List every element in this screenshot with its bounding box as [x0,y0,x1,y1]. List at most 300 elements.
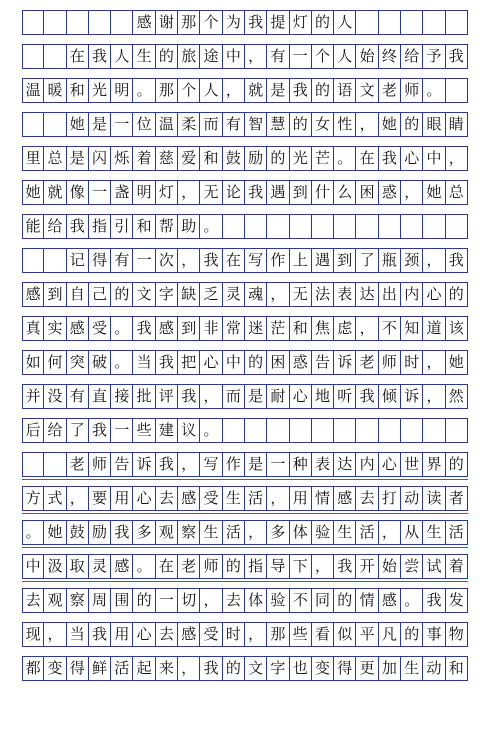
grid-cell: 我 [156,351,178,374]
grid-cell: 一 [133,249,155,272]
grid-cell [401,215,423,238]
grid-cell: ， [267,487,289,510]
grid-cell: 师 [401,79,423,102]
grid-cell: 她 [44,521,66,544]
grid-cell: 一 [111,419,133,442]
grid-cell: 生 [223,487,245,510]
grid-cell [111,11,133,34]
grid-cell: ， [423,249,445,272]
grid-cell [446,79,468,102]
grid-cell: 切 [178,589,200,612]
grid-cell: 似 [334,623,356,646]
grid-cell: 而 [200,113,222,136]
grid-cell: 感 [379,589,401,612]
grid-cell: 法 [312,283,334,306]
grid-cell: 告 [312,351,334,374]
grid-cell: 老 [178,555,200,578]
grid-cell: ， [423,385,445,408]
grid-cell: 在 [356,147,378,170]
grid-cell: 师 [89,453,111,476]
grid-cell: 到 [44,283,66,306]
grid-cell: 加 [379,657,401,680]
grid-cell: 的 [223,555,245,578]
grid-cell: 能 [22,215,44,238]
essay-line [22,214,468,239]
grid-cell: 的 [156,45,178,68]
grid-cell: 助 [178,215,200,238]
grid-cell [379,419,401,442]
essay-line [22,418,468,443]
grid-cell: 无 [290,283,312,306]
essay-line [22,486,468,511]
grid-cell: 告 [111,453,133,476]
grid-cell: 是 [267,79,289,102]
grid-cell: 引 [111,215,133,238]
grid-cell: 的 [267,147,289,170]
grid-cell: 灵 [89,555,111,578]
grid-cell: 心 [379,453,401,476]
grid-cell: 倾 [379,385,401,408]
grid-cell [423,215,445,238]
grid-cell: 评 [156,385,178,408]
grid-cell: 真 [22,317,44,340]
grid-cell: 灵 [223,283,245,306]
grid-cell: 。 [22,521,44,544]
grid-cell: 心 [423,283,445,306]
grid-cell: 中 [22,555,44,578]
grid-cell: 写 [200,453,222,476]
grid-cell: 变 [312,657,334,680]
grid-cell [334,215,356,238]
grid-cell: 作 [223,453,245,476]
grid-cell [446,215,468,238]
grid-cell: 到 [334,249,356,272]
essay-line [22,112,468,137]
grid-cell: 旅 [178,45,200,68]
grid-cell: 达 [334,453,356,476]
grid-cell: 尝 [401,555,423,578]
grid-cell: 鼓 [67,521,89,544]
grid-cell: 遇 [312,249,334,272]
grid-cell: 焦 [312,317,334,340]
grid-cell: 困 [267,351,289,374]
grid-cell: 我 [89,419,111,442]
grid-cell: 帮 [156,215,178,238]
grid-cell: 和 [290,317,312,340]
grid-cell: 着 [446,555,468,578]
grid-cell: 非 [200,317,222,340]
grid-cell: ， [356,113,378,136]
grid-cell: 诉 [133,453,155,476]
grid-cell: 受 [200,487,222,510]
grid-cell: 到 [178,317,200,340]
grid-cell: 灯 [156,181,178,204]
grid-cell: 老 [379,79,401,102]
grid-cell: 魂 [245,283,267,306]
grid-cell: 师 [200,555,222,578]
essay-line [22,282,468,307]
grid-cell: 我 [200,657,222,680]
grid-cell: 我 [200,249,222,272]
grid-cell: 个 [178,79,200,102]
grid-cell: 我 [379,147,401,170]
grid-cell: 直 [89,385,111,408]
grid-cell: 她 [67,113,89,136]
grid-cell: 。 [200,419,222,442]
grid-cell: 指 [89,215,111,238]
grid-cell: 芒 [312,147,334,170]
grid-cell: ， [356,317,378,340]
grid-cell: 活 [356,521,378,544]
grid-cell: 到 [290,181,312,204]
essay-line [22,316,468,341]
grid-cell: 和 [133,215,155,238]
grid-cell: 给 [44,215,66,238]
grid-cell: 多 [133,521,155,544]
grid-cell: 得 [67,657,89,680]
grid-cell [423,419,445,442]
grid-cell: 用 [111,487,133,510]
grid-cell: 的 [290,113,312,136]
grid-cell: 什 [312,181,334,204]
grid-cell: 语 [334,79,356,102]
grid-cell: 我 [133,317,155,340]
grid-cell: 得 [89,249,111,272]
grid-cell: 凡 [379,623,401,646]
grid-cell: 察 [67,589,89,612]
essay-line [22,78,468,103]
grid-cell: 我 [178,385,200,408]
grid-cell: 来 [156,657,178,680]
essay-line [22,248,468,273]
grid-cell: 乏 [200,283,222,306]
grid-cell: ， [446,147,468,170]
grid-cell [290,419,312,442]
grid-cell: 我 [156,453,178,476]
grid-cell: 女 [312,113,334,136]
grid-cell: 议 [178,419,200,442]
grid-cell: 接 [111,385,133,408]
grid-cell: 有 [267,45,289,68]
grid-cell: 批 [133,385,155,408]
grid-cell: 感 [133,11,155,34]
grid-cell: 我 [290,79,312,102]
grid-cell: 观 [44,589,66,612]
grid-cell: 我 [89,623,111,646]
grid-cell: 听 [334,385,356,408]
grid-cell: 生 [200,521,222,544]
grid-cell: 式 [44,487,66,510]
grid-cell: 不 [379,317,401,340]
grid-cell: 世 [401,453,423,476]
grid-cell: 要 [89,487,111,510]
grid-cell: 文 [133,283,155,306]
grid-cell: 的 [446,453,468,476]
grid-cell: ， [67,487,89,510]
grid-cell: 那 [178,11,200,34]
grid-cell: 就 [44,181,66,204]
grid-cell: ， [423,351,445,374]
grid-cell: 界 [423,453,445,476]
grid-cell: 在 [223,249,245,272]
grid-cell: 观 [156,521,178,544]
grid-cell: 她 [379,113,401,136]
grid-cell: 中 [223,351,245,374]
grid-cell: 的 [312,79,334,102]
grid-cell: 是 [89,113,111,136]
grid-cell: 为 [223,11,245,34]
grid-cell: 没 [44,385,66,408]
grid-cell: 汲 [44,555,66,578]
grid-cell: 用 [111,623,133,646]
grid-cell: 感 [22,283,44,306]
grid-cell: 常 [223,317,245,340]
grid-cell: 方 [22,487,44,510]
grid-cell: 的 [446,283,468,306]
grid-cell: 总 [44,147,66,170]
grid-cell: 从 [401,521,423,544]
grid-cell: 活 [223,521,245,544]
grid-cell: 该 [446,317,468,340]
grid-cell: 的 [111,283,133,306]
grid-cell: 我 [111,521,133,544]
grid-cell: 像 [67,181,89,204]
grid-cell: 给 [401,45,423,68]
grid-cell: 她 [423,181,445,204]
grid-cell [446,419,468,442]
grid-cell: 些 [133,419,155,442]
grid-cell: 发 [446,589,468,612]
grid-cell: 打 [379,487,401,510]
grid-cell: 。 [133,79,155,102]
grid-cell: 内 [401,283,423,306]
essay-line [22,588,468,613]
grid-cell: 有 [223,113,245,136]
grid-cell: 温 [156,113,178,136]
grid-cell: 我 [356,385,378,408]
grid-cell [44,45,66,68]
grid-cell: 终 [379,45,401,68]
grid-cell: 中 [423,147,445,170]
grid-cell: 我 [67,215,89,238]
grid-cell: 是 [245,453,267,476]
grid-cell: 鼓 [223,147,245,170]
grid-cell: ， [245,521,267,544]
grid-cell: 慧 [267,113,289,136]
grid-cell: 感 [178,623,200,646]
grid-cell: 出 [379,283,401,306]
grid-cell: 虑 [334,317,356,340]
grid-cell [356,215,378,238]
grid-cell: 时 [223,623,245,646]
grid-cell: 也 [290,657,312,680]
grid-cell: 自 [67,283,89,306]
grid-cell: 慈 [156,147,178,170]
grid-cell: 睛 [446,113,468,136]
grid-cell: 耐 [267,385,289,408]
grid-cell: 活 [245,487,267,510]
grid-cell: 缺 [178,283,200,306]
grid-cell: 我 [423,589,445,612]
grid-cell: 的 [334,589,356,612]
grid-cell [401,11,423,34]
grid-cell: 始 [379,555,401,578]
grid-cell [312,215,334,238]
grid-cell: 实 [44,317,66,340]
grid-cell: 生 [334,521,356,544]
grid-cell: ， [267,283,289,306]
grid-cell: 我 [334,555,356,578]
grid-cell: ， [200,385,222,408]
grid-cell: 柔 [178,113,200,136]
grid-cell: 和 [67,79,89,102]
grid-cell: 了 [67,419,89,442]
red-underline [22,547,468,548]
grid-cell: 我 [245,11,267,34]
grid-cell: 平 [356,623,378,646]
grid-cell: 察 [178,521,200,544]
grid-cell: 和 [446,657,468,680]
grid-cell [446,11,468,34]
grid-cell: 达 [356,283,378,306]
grid-cell: 字 [156,283,178,306]
grid-cell: 次 [156,249,178,272]
grid-cell: 上 [290,249,312,272]
grid-cell: 她 [446,351,468,374]
grid-cell: 人 [334,11,356,34]
grid-cell: 和 [200,147,222,170]
grid-cell: 惑 [379,181,401,204]
grid-cell: 老 [356,351,378,374]
grid-cell: 始 [356,45,378,68]
grid-cell: 己 [89,283,111,306]
grid-cell [267,419,289,442]
grid-cell: 表 [334,283,356,306]
grid-cell: 诉 [401,385,423,408]
grid-cell: 性 [334,113,356,136]
grid-cell: 的 [401,623,423,646]
grid-cell: 。 [401,589,423,612]
grid-cell: 试 [423,555,445,578]
grid-cell: 文 [356,79,378,102]
grid-cell: 情 [356,589,378,612]
grid-cell: 一 [111,113,133,136]
grid-cell: 有 [111,249,133,272]
grid-cell: 指 [245,555,267,578]
grid-cell: 颈 [401,249,423,272]
grid-cell: 位 [133,113,155,136]
grid-cell: 内 [356,453,378,476]
grid-cell [44,453,66,476]
grid-cell: 感 [156,317,178,340]
grid-cell [44,249,66,272]
grid-cell: 。 [200,215,222,238]
grid-cell: 而 [223,385,245,408]
grid-cell: 验 [267,589,289,612]
grid-cell: 灯 [290,11,312,34]
grid-cell: 活 [446,521,468,544]
grid-cell: 困 [356,181,378,204]
grid-cell: 那 [267,623,289,646]
grid-cell: 心 [290,385,312,408]
grid-cell: 围 [111,589,133,612]
grid-cell: 把 [178,351,200,374]
grid-cell [223,419,245,442]
grid-cell: 烁 [111,147,133,170]
grid-cell: 动 [423,657,445,680]
grid-cell: 论 [223,181,245,204]
grid-cell: 起 [133,657,155,680]
grid-cell: 都 [22,657,44,680]
grid-cell: 表 [312,453,334,476]
grid-cell: 些 [290,623,312,646]
grid-cell: 作 [267,249,289,272]
essay-line [22,384,468,409]
grid-cell: 。 [111,351,133,374]
grid-cell: 途 [200,45,222,68]
grid-cell: 给 [44,419,66,442]
red-underline [22,581,468,582]
grid-cell: 去 [156,623,178,646]
grid-cell: 诉 [334,351,356,374]
grid-cell: 的 [133,589,155,612]
grid-cell: 开 [356,555,378,578]
grid-cell [356,11,378,34]
grid-cell: 在 [67,45,89,68]
grid-cell: 明 [111,79,133,102]
grid-cell: 眼 [423,113,445,136]
grid-cell: 一 [267,453,289,476]
grid-cell: 光 [89,79,111,102]
grid-cell: 感 [178,487,200,510]
grid-cell: ， [178,181,200,204]
grid-cell [22,11,44,34]
grid-cell: 是 [67,147,89,170]
grid-cell: 受 [89,317,111,340]
grid-cell [22,113,44,136]
grid-cell: 的 [223,657,245,680]
grid-cell: 读 [423,487,445,510]
grid-cell [334,419,356,442]
grid-cell: 暖 [44,79,66,102]
essay-line [22,44,468,69]
grid-cell: 种 [290,453,312,476]
grid-cell: 突 [67,351,89,374]
grid-cell: 明 [133,181,155,204]
grid-cell: 瓶 [379,249,401,272]
grid-cell: 一 [156,589,178,612]
grid-cell [245,215,267,238]
grid-cell: ， [245,623,267,646]
grid-cell: 何 [44,351,66,374]
grid-cell: 去 [356,487,378,510]
grid-cell: 体 [245,589,267,612]
grid-cell: 文 [245,657,267,680]
grid-cell: 感 [67,317,89,340]
grid-cell: 光 [290,147,312,170]
grid-cell: 破 [89,351,111,374]
grid-cell: 去 [156,487,178,510]
grid-cell: 一 [290,45,312,68]
grid-cell: 看 [312,623,334,646]
grid-cell [379,11,401,34]
grid-cell: ， [44,623,66,646]
grid-cell: 生 [133,45,155,68]
grid-cell: 。 [423,79,445,102]
grid-cell: 感 [334,487,356,510]
grid-cell [401,419,423,442]
grid-cell: 师 [379,351,401,374]
